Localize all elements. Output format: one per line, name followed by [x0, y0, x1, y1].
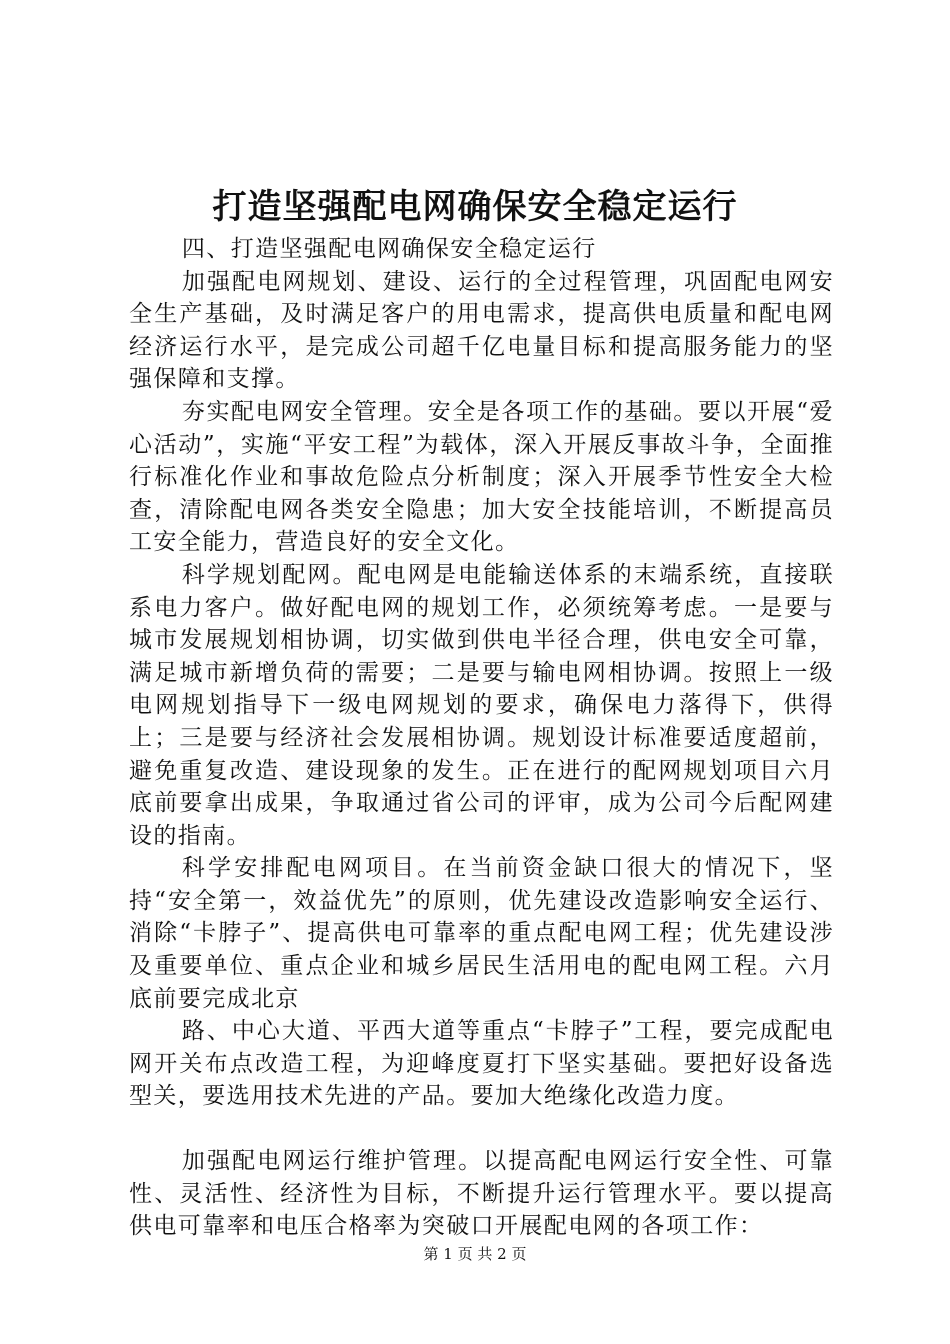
paragraph-safety-management: 夯实配电网安全管理。安全是各项工作的基础。要以开展“爱心活动”，实施“平安工程”为载体，深入开展反事故斗争，全面推行标准化作业和事故危险点分析制度；深入开展季节性安全大检查，清除配电网各类安全隐患；加大安全技能培训，不断提高员工安全能力，营造良好的安全文化。	[129, 398, 834, 556]
document-body	[129, 233, 834, 1243]
paragraph-operation-maintenance: 加强配电网运行维护管理。以提高配电网运行安全性、可靠性、灵活性、经济性为目标，不断提升运行管理水平。要以提高供电可靠率和电压合格率为突破口开展配电网的各项工作：	[129, 1148, 834, 1240]
paragraph-project-arrangement: 科学安排配电网项目。在当前资金缺口很大的情况下，坚持“安全第一，效益优先”的原则，优先建设改造影响安全运行、消除“卡脖子”、提高供电可靠率的重点配电网工程；优先建设涉及重要单位、重点企业和城乡居民生活用电的配电网工程。六月底前要完成北京	[129, 855, 834, 1012]
paragraph-network-planning: 科学规划配网。配电网是电能输送体系的末端系统，直接联系电力客户。做好配电网的规划工作，必须统筹考虑。一是要与城市发展规划相协调，切实做到供电半径合理，供电安全可靠，满足城市新增负荷的需要；二是要与输电网相协调。按照上一级电网规划指导下一级电网规划的要求，确保电力落得下，供得上；三是要与经济社会发展相协调。规划设计标准要适度超前，避免重复改造、建设现象的发生。正在进行的配网规划项目六月底前要拿出成果，争取通过省公司的评审，成为公司今后配网建设的指南。	[129, 561, 834, 849]
document-title: 打造坚强配电网确保安全稳定运行	[212, 187, 738, 227]
section-heading: 四、打造坚强配电网确保安全稳定运行	[181, 236, 597, 262]
paragraph-project-continued: 路、中心大道、平西大道等重点“卡脖子”工程，要完成配电网开关布点改造工程，为迎峰度夏打下坚实基础。要把好设备选型关，要选用技术先进的产品。要加大绝缘化改造力度。	[129, 1018, 834, 1110]
paragraph-intro: 加强配电网规划、建设、运行的全过程管理，巩固配电网安全生产基础，及时满足客户的用电需求，提高供电质量和配电网经济运行水平，是完成公司超千亿电量目标和提高服务能力的坚强保障和支撑。	[129, 268, 834, 393]
page-number-footer: 第 1 页 共 2 页	[423, 1245, 527, 1263]
